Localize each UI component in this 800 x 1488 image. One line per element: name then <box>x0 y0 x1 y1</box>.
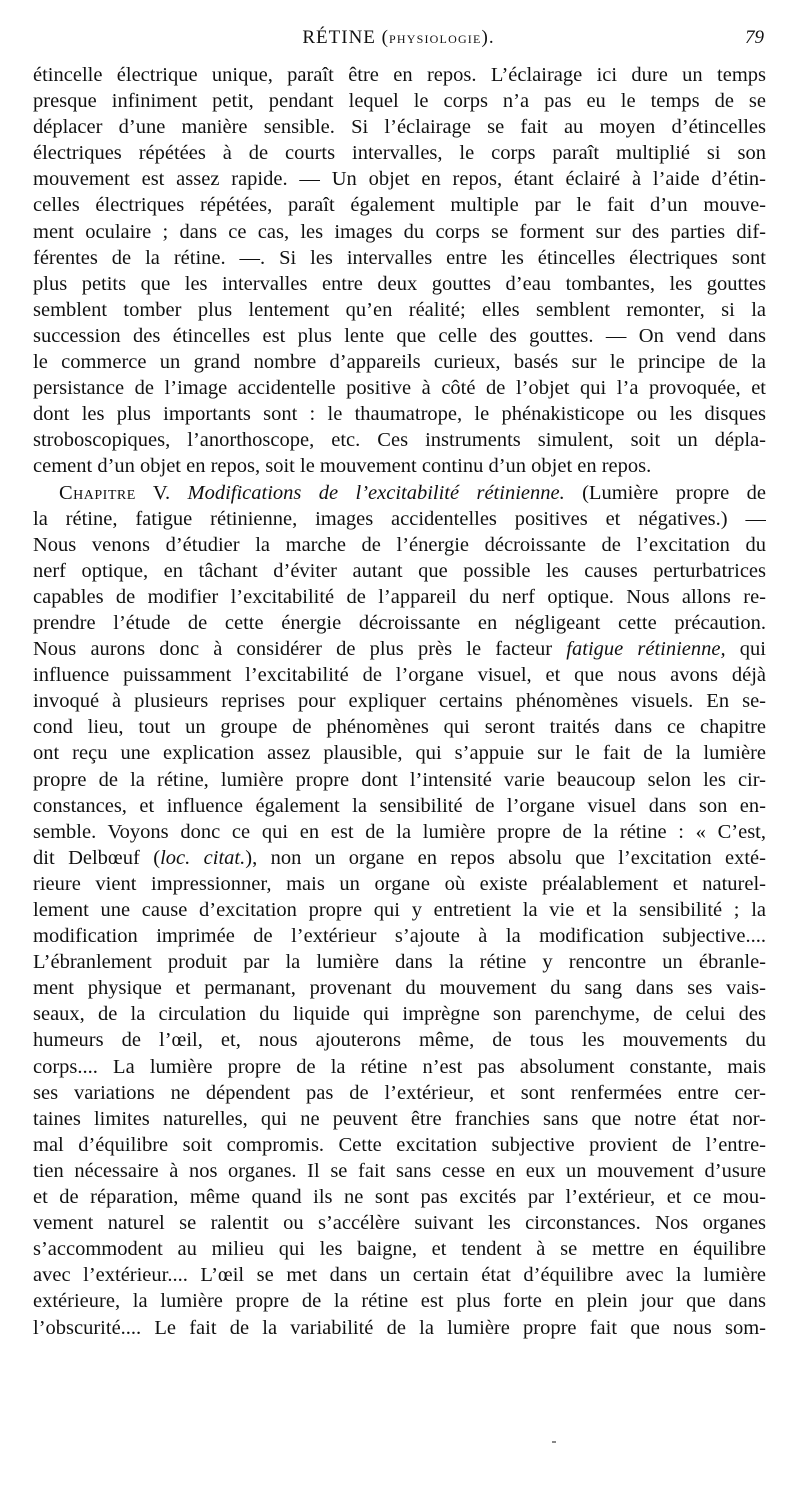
text-line <box>33 714 766 740</box>
line-text: et de réparation, même quand ils ne sont pas excités par l’extérieur, et ce mou- <box>33 1186 766 1209</box>
line-text: semblent tomber plus lentement qu’en réalité; elles semblent remonter, si la <box>33 298 766 321</box>
text-line <box>33 1106 766 1132</box>
text-line <box>33 1001 766 1027</box>
line-text: férentes de la rétine. —. Si les intervalles entre les étincelles électriques sont <box>33 246 766 269</box>
text-line <box>33 871 766 897</box>
line-text: modification imprimée de l’extérieur s’ajoute à la modification subjective.... <box>33 925 766 948</box>
line-text: corps.... La lumière propre de la rétine n’est pas absolument constante, mais <box>33 1055 766 1078</box>
text-line <box>33 1184 766 1210</box>
line-text: dont les plus importants sont : le thaumatrope, le phénakisticope ou les disques <box>33 403 766 426</box>
text-line <box>33 793 766 819</box>
line-text: ment physique et permanant, provenant du mouvement du sang dans ses vais- <box>33 977 766 1000</box>
text-line <box>33 688 766 714</box>
text-line <box>33 636 766 662</box>
text-line <box>33 662 766 688</box>
line-text: la rétine, fatigue rétinienne, images accidentelles positives et négatives.) — <box>33 507 766 530</box>
chapter-label: Chapitre <box>59 481 136 504</box>
line-text: humeurs de l’œil, et, nous ajouterons même, de tous les mouvements du <box>33 1029 766 1052</box>
text-line <box>33 740 766 766</box>
text-line <box>33 1158 766 1184</box>
line-text: l’obscurité.... Le fait de la variabilité de la lumière propre fait que nous som- <box>33 1316 766 1339</box>
line-text: prendre l’étude de cette énergie décroissante en négligeant cette précaution. <box>33 611 766 634</box>
line-text: seaux, de la circulation du liquide qui imprègne son parenchyme, de celui des <box>33 1003 766 1026</box>
line-text: cond lieu, tout un groupe de phénomènes qui seront traités dans ce chapitre <box>33 716 766 739</box>
line-text: presque infiniment petit, pendant lequel le corps n’a pas eu le temps de se <box>33 90 766 113</box>
text-line <box>33 140 766 166</box>
text-line <box>33 1080 766 1106</box>
line-text: V. <box>135 481 188 504</box>
page-number: 79 <box>745 27 764 48</box>
line-text: s’accommodent au milieu qui les baigne, et tendent à se mettre en équilibre <box>33 1238 766 1261</box>
line-text: qui <box>725 638 766 661</box>
line-text: (Lumière propre de <box>564 481 766 504</box>
line-text: nerf optique, en tâchant d’éviter autant que possible les causes perturbatrices <box>33 559 766 582</box>
text-line <box>33 1315 766 1341</box>
print-speck <box>552 1441 556 1443</box>
line-text: invoqué à plusieurs reprises pour expliquer certains phénomènes visuels. En se- <box>33 690 766 713</box>
line-text: ses variations ne dépendent pas de l’extérieur, et sont renfermées entre cer- <box>33 1081 766 1104</box>
line-text: celles électriques répétées, paraît également multiple par le fait d’un mouve- <box>33 194 766 217</box>
running-title <box>33 27 764 49</box>
line-text: Nous aurons donc à considérer de plus près le facteur <box>33 638 567 661</box>
italic-text: Modifications de l’excitabilité rétinienne. <box>187 481 565 504</box>
line-text: persistance de l’image accidentelle positive à côté de l’objet qui l’a provoquée, et <box>33 377 766 400</box>
text-line <box>33 1262 766 1288</box>
text-line <box>33 767 766 793</box>
line-text: taines limites naturelles, qui ne peuvent être franchies sans que notre état nor- <box>33 1107 766 1130</box>
text-line <box>33 323 766 349</box>
text-line <box>33 584 766 610</box>
text-line <box>33 532 766 558</box>
text-line <box>33 427 766 453</box>
italic-text: loc. citat. <box>160 846 246 869</box>
text-line <box>33 245 766 271</box>
line-text: électriques répétées à de courts intervalles, le corps paraît multiplié si son <box>33 142 766 165</box>
running-title-subject: PHYSIOLOGIE <box>389 32 482 46</box>
text-line <box>33 1210 766 1236</box>
text-line <box>33 975 766 1001</box>
line-text: propre de la rétine, lumière propre dont l’intensité varie beaucoup selon les cir- <box>33 768 766 791</box>
text-line <box>33 375 766 401</box>
line-text: capables de modifier l’excitabilité de l’appareil du nerf optique. Nous allons re- <box>33 585 766 608</box>
line-text: dit Delbœuf ( <box>33 846 161 869</box>
line-text: Nous venons d’étudier la marche de l’énergie décroissante de l’excitation du <box>33 533 766 556</box>
text-line <box>33 558 766 584</box>
text-line <box>33 62 766 88</box>
text-line <box>33 845 766 871</box>
text-line <box>33 1132 766 1158</box>
text-line <box>33 297 766 323</box>
line-text: succession des étincelles est plus lente que celle des gouttes. — On vend dans <box>33 324 766 347</box>
line-text: mouvement est assez rapide. — Un objet en repos, étant éclairé à l’aide d’étin- <box>33 168 766 191</box>
line-text: semble. Voyons donc ce qui en est de la lumière propre de la rétine : « C’est, <box>33 820 766 843</box>
text-line <box>33 819 766 845</box>
text-line <box>33 349 766 375</box>
italic-text: fatigue rétinienne, <box>566 638 726 661</box>
text-line <box>33 506 766 532</box>
line-text: lement une cause d’excitation propre qui y entretient la vie et la sensibilité ; la <box>33 899 766 921</box>
body-text <box>33 62 766 1341</box>
line-text: avec l’extérieur.... L’œil se met dans un certain état d’équilibre avec la lumière <box>33 1264 766 1287</box>
text-line <box>33 610 766 636</box>
text-line <box>33 401 766 427</box>
text-line <box>33 949 766 975</box>
text-line <box>33 192 766 218</box>
text-line <box>33 1027 766 1053</box>
line-text: mal d’équilibre soit compromis. Cette excitation subjective provient de l’entre- <box>33 1133 766 1156</box>
text-line <box>33 453 766 479</box>
running-title-close: ). <box>481 27 495 48</box>
text-line <box>33 480 766 506</box>
line-text: le commerce un grand nombre d’appareils curieux, basés sur le principe de la <box>33 351 766 374</box>
line-text: influence puissamment l’excitabilité de l’organe visuel, et que nous avons déjà <box>33 664 766 687</box>
text-line <box>33 114 766 140</box>
line-text: stroboscopiques, l’anorthoscope, etc. Ces instruments simulent, soit un dépla- <box>33 429 766 452</box>
text-line <box>33 897 766 923</box>
text-line <box>33 1288 766 1314</box>
line-text: rieure vient impressionner, mais un organe où existe préalablement et naturel- <box>33 872 766 895</box>
text-line <box>33 271 766 297</box>
running-head <box>33 27 764 57</box>
line-text: cement d’un objet en repos, soit le mouvement continu d’un objet en repos. <box>33 455 652 478</box>
text-line <box>33 923 766 949</box>
text-line <box>33 88 766 114</box>
line-text: étincelle électrique unique, paraît être en repos. L’éclairage ici dure un temps <box>33 64 766 86</box>
line-text: L’ébranlement produit par la lumière dans la rétine y rencontre un ébranle- <box>33 951 766 974</box>
line-text: vement naturel se ralentit ou s’accélère suivant les circonstances. Nos organes <box>33 1212 766 1235</box>
text-line <box>33 1054 766 1080</box>
line-text: extérieure, la lumière propre de la rétine est plus forte en plein jour que dans <box>33 1290 766 1313</box>
text-line <box>33 1236 766 1262</box>
running-title-main: RÉTINE ( <box>302 27 389 48</box>
text-line <box>33 166 766 192</box>
line-text: ), non un organe en repos absolu que l’excitation exté- <box>245 846 766 869</box>
line-text: déplacer d’une manière sensible. Si l’éclairage se fait au moyen d’étincelles <box>33 116 766 139</box>
line-text: constances, et influence également la sensibilité de l’organe visuel dans son en- <box>33 794 766 817</box>
line-text: plus petits que les intervalles entre deux gouttes d’eau tombantes, les gouttes <box>33 272 766 295</box>
text-line <box>33 219 766 245</box>
line-text: tien nécessaire à nos organes. Il se fait sans cesse en eux un mouvement d’usure <box>33 1159 766 1182</box>
line-text: ont reçu une explication assez plausible, qui s’appuie sur le fait de la lumière <box>33 742 766 765</box>
line-text: ment oculaire ; dans ce cas, les images du corps se forment sur des parties dif- <box>33 220 766 243</box>
